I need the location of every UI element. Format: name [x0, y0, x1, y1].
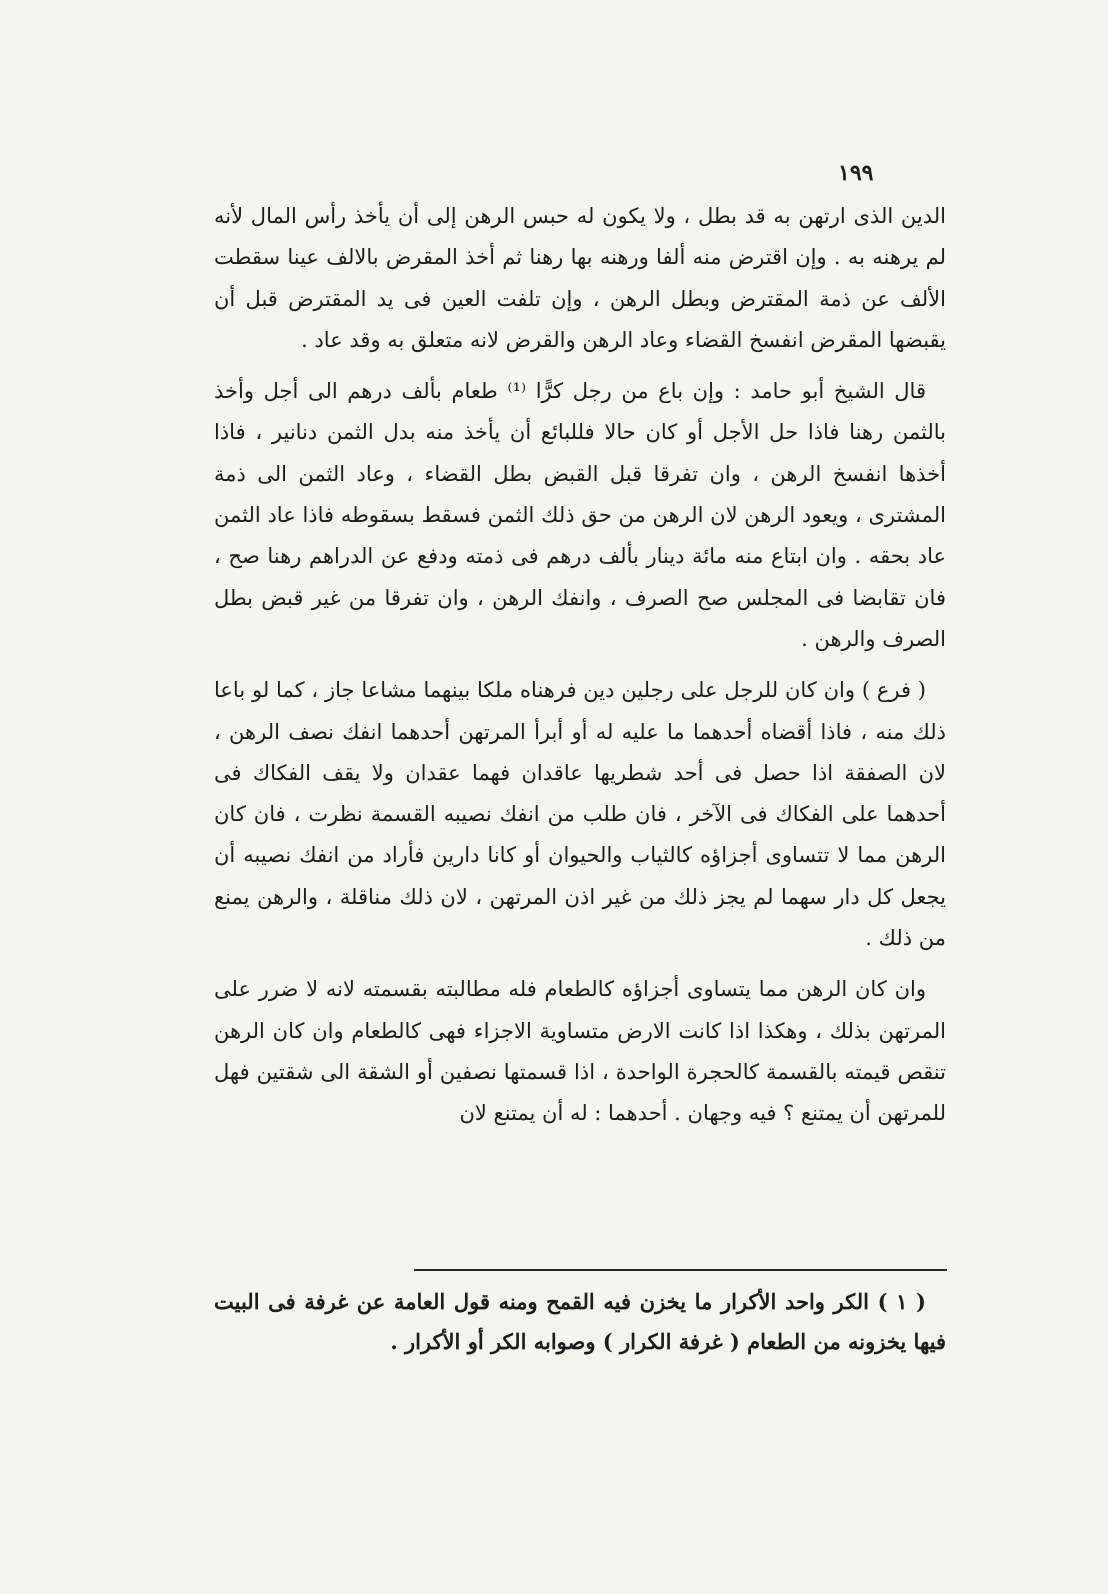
- footnote: ( ١ ) الكر واحد الأكرار ما يخزن فيه القمح ومنه قول العامة عن غرفة فى البيت فيها يخزونه من الطعام ( غرفة الكرار ) وصوابه الكر أو الأكرار .: [214, 1289, 946, 1354]
- footnote-divider: [414, 1269, 947, 1271]
- main-text: [214, 196, 946, 1135]
- paragraph-2: قال الشيخ أبو حامد : وإن باع من رجل كرًّا ⁽¹⁾ طعام بألف درهم الى أجل وأخذ بالثمن رهنا فاذا حل الأجل أو كان حالا فللبائع أن يأخذ منه بدل الثمن دنانير ، فاذا أخذها انفسخ الرهن ، وان تفرقا قبل القبض بطل القضاء ، وعاد الثمن الى ذمة المشترى ، ويعود الرهن لان الرهن من حق ذلك الثمن فسقط بسقوطه فاذا عاد الثمن عاد بحقه . وان ابتاع منه مائة دينار بألف درهم فى ذمته ودفع عن الدراهم رهنا صح ، فان تقابضا فى المجلس صح الصرف ، وانفك الرهن ، وان تفرقا من غير قبض بطل الصرف والرهن .: [214, 379, 946, 651]
- paragraph-3: ( فرع ) وان كان للرجل على رجلين دين فرهناه ملكا بينهما مشاعا جاز ، كما لو باعا ذلك منه ، فاذا أقضاه أحدهما ما عليه له أو أبرأ المرتهن أحدهما انفك نصف الرهن ، لان الصفقة اذا حصل فى أحد شطريها عاقدان فهما عقدان ولا يقف الفكاك فى أحدهما على الفكاك فى الآخر ، فان طلب من انفك نصيبه القسمة نظرت ، فان كان الرهن مما لا تتساوى أجزاؤه كالثياب والحيوان أو كانا دارين فأراد من انفك نصيبه أن يجعل كل دار سهما لم يجز ذلك من غير اذن المرتهن ، لان ذلك مناقلة ، والرهن يمنع من ذلك .: [214, 678, 946, 951]
- page-number: ١٩٩: [838, 160, 874, 186]
- paragraph-4: وان كان الرهن مما يتساوى أجزاؤه كالطعام فله مطالبته بقسمته لانه لا ضرر على المرتهن بذلك ، وهكذا اذا كانت الارض متساوية الاجزاء فهى كالطعام وان كان الرهن تنقص قيمته بالقسمة كالحجرة الواحدة ، اذا قسمتها نصفين أو الشقة الى شقتين فهل للمرتهن أن يمتنع ؟ فيه وجهان . أحدهما : له أن يمتنع لان: [214, 977, 946, 1126]
- paragraph-1: الدين الذى ارتهن به قد بطل ، ولا يكون له حبس الرهن إلى أن يأخذ رأس المال لأنه لم يرهنه به . وإن اقترض منه ألفا ورهنه بها رهنا ثم أخذ المقرض بالالف عينا سقطت الألف عن ذمة المقترض وبطل الرهن ، وإن تلفت العين فى يد المقترض قبل أن يقبضها المقرض انفسخ القضاء وعاد الرهن والقرض لانه متعلق به وقد عاد .: [214, 204, 946, 352]
